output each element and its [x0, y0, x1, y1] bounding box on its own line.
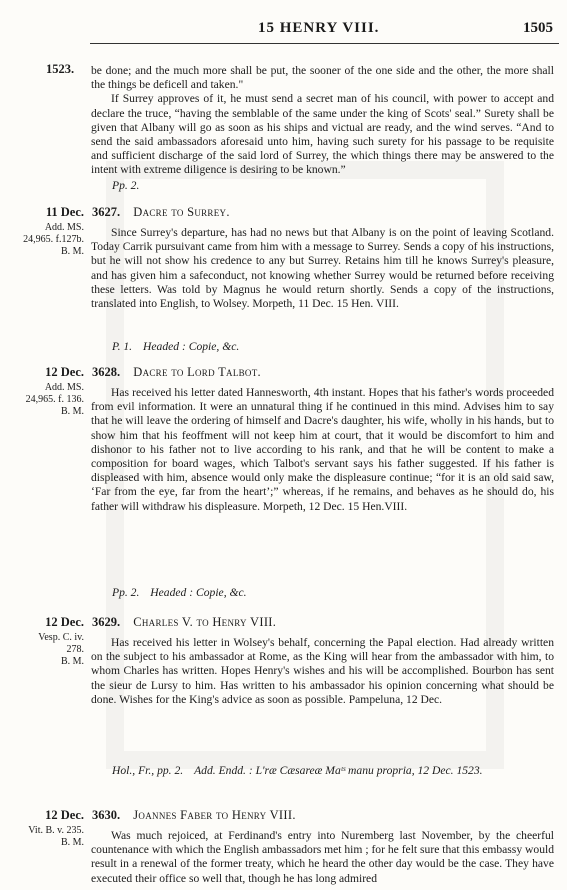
entry-ref: B. M.	[60, 246, 84, 257]
entry-paragraph: Has received his letter in Wolsey's behalf, concerning the Papal election. Had already written on the subject to his ambassador at Rome, as the King will hear from the ambassador with him, to whom Charles has written. Hopes Henry's wishes and his will be accomplished. Bourbon has sent the sieur de Lursy to him. Has written to his ambassador his opinion concerning what should be done. Wishes for the King's advice as soon as possible. Pampeluna, 12 Dec.	[91, 636, 554, 706]
entry-title: Dacre to Surrey.	[133, 205, 230, 219]
heading-note: Headed : Copie, &c.	[150, 586, 247, 599]
entry-title: Dacre to Lord Talbot.	[133, 365, 261, 379]
entry-ref: Vesp. C. iv.	[38, 632, 84, 643]
entry-meta	[112, 340, 239, 354]
entry-ref: B. M.	[60, 406, 84, 417]
entry-body	[91, 829, 554, 887]
entry-heading	[92, 365, 261, 380]
entry-paragraph: Has received his letter dated Hannesworth, 4th instant. Hopes that his father's words proceeded from evil information. It were an unnatural thing if he continued in this mind. Advises him to say that he will leave the ordering of himself and Dacre's daughter, his wife, wholly in his hands, but to show him that his feoffment will not keep him at court, that it would be discomfort to him and dishonor to his father not to live according to his rank, and that he will be content to make a composition for board wages, which Talbot's servant says his father suggested. If his father is displeased with him, absence would only make the displeasure continue; “for it is an old said saw, ‘Far from the eye, far from the heart’;” whereas, if he remains, and behaves as he should do, his father will withdraw his displeasure. Morpeth, 12 Dec. 15 Hen.VIII.	[91, 386, 554, 513]
entry-ref: Add. MS.	[44, 382, 84, 393]
entry-ref: 24,965. f. 136.	[25, 394, 84, 405]
entry-date: 11 Dec.	[45, 205, 84, 219]
entry-ref: 24,965. f.127b.	[23, 234, 84, 245]
entry-ref: 278.	[66, 644, 84, 655]
entry-ref: Vit. B. v. 235.	[28, 825, 84, 836]
entry-number: 3628.	[92, 365, 121, 379]
continuation-meta	[112, 179, 139, 193]
entry-heading	[92, 205, 230, 220]
year-marker: 1523.	[46, 62, 75, 76]
entry-date: 12 Dec.	[45, 365, 84, 379]
pages-note: P. 1.	[112, 340, 133, 353]
entry-body	[91, 226, 554, 311]
running-title: 15 HENRY VIII.	[258, 20, 380, 36]
pages-note: Pp. 2.	[112, 586, 140, 599]
continuation-para: If Surrey approves of it, he must send a secret man of his council, with power to accept and declare the truce, “having the semblable of the same under the king of Scots' seal.” Surety shall be given that Albany will go as soon as his ships and victual are ready, and the wind serves. “And to send the said ambassadors aforesaid unto him, having such surety for his passage to be requisite and sufficient discharge of the said lord of Surrey, the which things there may be answered to the intent with extreme diligence is desiring to be known.”	[91, 92, 554, 177]
pages-note: Hol., Fr., pp. 2.	[112, 764, 184, 777]
continuation-para: be done; and the much more shall be put, the sooner of the one side and the other, the more shall the things be deficell and taken."	[91, 64, 554, 92]
entry-ref: Add. MS.	[44, 222, 84, 233]
entry-title: Charles V. to Henry VIII.	[133, 615, 277, 629]
entry-heading	[92, 808, 296, 823]
page-number: 1505	[523, 20, 553, 36]
entry-heading	[92, 615, 276, 630]
entry-body	[91, 386, 554, 514]
entry-paragraph: Was much rejoiced, at Ferdinand's entry into Nuremberg last November, by the cheerful countenance with which the English ambassadors met him ; for he felt sure that this embassy would result in a renewal of the former treaty, which he heard the other day would be the case. They have executed their office so well that, though he has long admired	[91, 829, 554, 885]
endorsement-note: Add. Endd. : L'ræ Cæsareæ Maᵗˢ manu propria, 12 Dec. 1523.	[194, 764, 483, 777]
entry-meta	[112, 764, 552, 778]
entry-sidenote	[10, 808, 84, 849]
entry-date: 12 Dec.	[45, 615, 84, 629]
entry-ref: B. M.	[60, 837, 84, 848]
pages-note: Pp. 2.	[112, 179, 140, 192]
entry-number: 3630.	[92, 808, 121, 822]
continuation-text	[91, 64, 554, 178]
entry-body	[91, 636, 554, 707]
entry-ref: B. M.	[60, 656, 84, 667]
entry-meta	[112, 586, 247, 600]
entry-date: 12 Dec.	[45, 808, 84, 822]
entry-title: Joannes Faber to Henry VIII.	[133, 808, 296, 822]
entry-number: 3627.	[92, 205, 121, 219]
header-rule	[90, 43, 559, 44]
page-header	[0, 0, 567, 44]
entry-sidenote	[10, 365, 84, 418]
entry-paragraph: Since Surrey's departure, has had no news but that Albany is on the point of leaving Scotland. Today Carrik pursuivant came from him with a message to Surrey. Sends a copy of his instructions, but he will not show his credence to any but Surrey. Retains him till he knows Surrey's pleasure, and has given him a safeconduct, not knowing whether Surrey would be returned before receiving these letters. Was told by Magnus he would return shortly. Sends a copy of the instructions, translated into English, to Wolsey. Morpeth, 11 Dec. 15 Hen. VIII.	[91, 226, 554, 311]
entry-number: 3629.	[92, 615, 121, 629]
entry-sidenote	[10, 205, 84, 258]
entry-sidenote	[10, 615, 84, 668]
heading-note: Headed : Copie, &c.	[143, 340, 240, 353]
